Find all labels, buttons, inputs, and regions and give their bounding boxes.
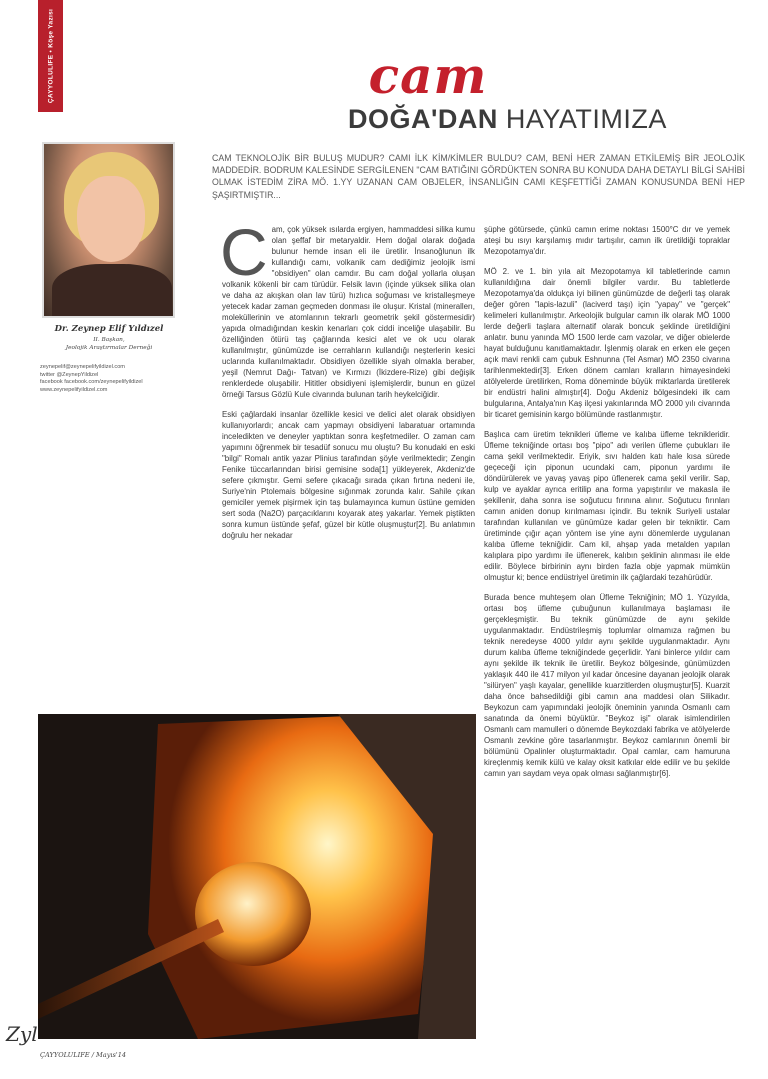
article-paragraph: MÖ 2. ve 1. bin yıla ait Mezopotamya kil tabletlerinde camın kullanıldığına dair önemli bilgiler vardır. Bu tabletlerde Mezopotamya'da oldukça iyi bilinen günümüzde de değerli taş olarak değer gören "lapis-lazuli" (laciverd taşı) için "yapay" ve "gerçek" kelimeleri kullanılmıştır. Arkeolojik bulgular camın ilk olarak MÖ 1000 lerde değerli taşlara alternatif olarak boncuk şeklinde üretildiğini anlatır. bunu yanında MÖ 1500 lerde cam vazolar, ve diğer obielerde hayat bulduğunu kanıtlamaktadır. İşlenmiş olarak en erken ele geçen açık mavi renkli cam çubuk Eshnunna (Tel Asmar) MÖ 2350 civarına tarihlenmektedir[3]. Erken dönem camları kralların himayesindeki atölyelerde üretilirken, Roma döneminde büyük miktarlarda üretilerek bir endüstri halini almıştır[4]. Doğu Akdeniz bölgesindeki ilk cam bulgularına, Antalya'nın Kaş ilçesi yakınlarında MÖ 2000 yılı civarında bir ticaret gemisinin kargo bölümünde rastlanmıştır. bbox=[484, 267, 730, 419]
contact-facebook[interactable]: facebook facebook.com/zeynepelifyildizel bbox=[40, 379, 143, 386]
glass-furnace-illustration bbox=[38, 714, 476, 1039]
contact-twitter[interactable]: twitter @ZeynepYildizel bbox=[40, 371, 99, 378]
contact-email[interactable]: zeynepelif@zeynepelifyildizel.com bbox=[40, 364, 125, 370]
page-title bbox=[348, 104, 667, 135]
title-bold: DOĞA'DAN bbox=[348, 104, 498, 134]
author-photo-shirt bbox=[52, 264, 172, 318]
molten-glass bbox=[195, 862, 311, 966]
article-column-left bbox=[220, 215, 475, 550]
author-photo-face bbox=[77, 176, 145, 262]
article-paragraph-text: am, çok yüksek ısılarda ergiyen, hammaddesi silika kumu olan şeffaf bir metaryaldir. Hem doğal olarak doğada bulunur hemde insan eli ile üretilir. İnsanoğlunun ilk kullandığı camı, volkanik cam dediğimiz jeolojik ismi "obsidiyen" olan camdır. Bu cam doğal yollarla oluşan volkanik kökenli bir cam türüdür. Felsik lavın (içinde yüksek silika olan ve daha az akışkan olan lav türü) hızlıca soğuması ve kristalleşmeye yetecek kadar zaman geçmeden donması ile oluşur. Kristal (minerallerı, moleküllerinin ve atomlarının tekrarlı geometrik şekil göstermesidir) yapıda olmadığından keskin kenarları çok ciddi inceliğe ulaşabilir. Bu özelliğinden ötürü taş çağlarında kesici alet ve ok ucu olarak kullanılmıştır, günümüzde ise cerrahların kullandığı neşterlerin kesici uclarında kullanılmaktadır. Obsidiyen özellikle siyah olmakla beraber, yeşil (Nemrut Dağı- Tatvan) ve Kırmızı (İkizdere-Rize) gibi değişik renklerdede oluşabilir. Hititler obsidiyeni işlemişlerdir, bunun en güzel örneği Tarsus Gözlü Kule civarında bulunan tarih heykelciğidir. bbox=[222, 225, 475, 399]
signature-mark: Zyl bbox=[6, 1022, 38, 1046]
author-role-org: Jeolojik Araştırmalar Derneği bbox=[65, 345, 153, 351]
author-photo bbox=[42, 142, 175, 318]
author-contacts bbox=[40, 364, 200, 394]
page-footer: ÇAYYOLULIFE / Mayıs'14 bbox=[40, 1051, 127, 1059]
title-rest: HAYATIMIZA bbox=[497, 104, 667, 134]
article-column-right bbox=[484, 224, 730, 788]
intro-text: CAM TEKNOLOJİK BİR BULUŞ MUDUR? CAMI İLK KİM/KİMLER BULDU? CAM, BENİ HER ZAMAN ETKİLEMİŞ BİR JEOLOJİK MADDEDİR. BODRUM KALESİNDE SERGİLENEN "CAM BATIĞINI GÖRDÜKTEN SONRA BU KONUDA DAHA DETAYLI BİLGİ SAHİBİ OLMAK İSTEDİM ZİRA MÖ. 1.YY UZANAN CAM OBJELER, İNSANLIĞIN CAMI KEŞFETTİĞİ ZAMAN KONUSUNDA BENİ HEP ŞAŞIRTMIŞTIR... bbox=[212, 153, 745, 200]
article-paragraph: Eski çağlardaki insanlar özellikle kesici ve delici alet olarak obsidiyen kullanıyorlardı; ancak cam yapmayı obsidiyeni labaratuar ortamında inceledikten ve deneyler yaptıktan sonra keşfetmediler. O zaman cam yapımını öğrenmek bir tesadüf sonucu mu oluştu? Bu konudaki en eski "bilgi" Romalı antik yazar Plinius tarafından şöyle verilmektedir; Zengin Fenike tüccarlarından birisi gemisine soda[1] yükleyerek, Akdeniz'de sefere çıkmıştır. Gemi sefere çıkacağı sırada çıkan fırtına nedeni ile, Suriye'nin Ptolemais bölgesine sığınmak zorunda kalır. Sahile çıkan gemiciler yemek pişirmek için taş bulamayınca kumun üstüne gemiden sert soda (Na2O) parçacıklarını koyarak ateş yakarlar. Yemek piştikten sonra kumun üstünde şefaf, güzel bir kütle oluşmuştur[2]. Bu anlatımın doğrulu her nekadar bbox=[222, 410, 475, 540]
title-cam: cam bbox=[368, 46, 488, 105]
article-paragraph: Başlıca cam üretim teknikleri üfleme ve kalıba üfleme teknikleridir. Üfleme tekniğinde ortası boş "pipo" adı verilen üfleme çubukları ile cama şekil verilmektedir. Eriyik, sıvı halden katı hale kısa sürede geçeceği için piponun ucundaki cam, piponun yardımı ile döndürülerek ve yavaş yavaş pipo üflenerek cama şekil verilir. Sap, kulp ve ayaklar ayrıca eritilip ana forma yapıştırılır ve makasla ile şekillenir, daha sonra ise soğutucu fırınına alınır. Soğutucu fırınları camın aniden donup kırılmaması içindir. Bu teknik Suriyeli ustalar tarafından kullanılan ve günümüze kadar gelen bir tekniktir. Cam üretiminde çığır açan yöntem ise yine aynı dönemlerde uygulanan kalıba üfleme tekniğidir. Cam kil, ahşap yada metalden yapılan kalıplara pipo yardımı ile üflenerek, kalıbın şeklinin alınması ile elde edilir. Böylece birbirinin aynı birden fazla obje yapmak mümkün olmuştur ki; bence endüstriyel üretimin ilk çağlardaki tezahürüdür. bbox=[484, 430, 730, 582]
section-tab-label: ÇAYYOLULIFE • Köşe Yazısı bbox=[47, 8, 54, 104]
author-name: Dr. Zeynep Elif Yıldızel bbox=[54, 324, 164, 334]
author-role-title: II. Başkan, bbox=[93, 337, 125, 343]
article-paragraph: şüphe götürsede, çünkü camın erime noktası 1500°C dır ve yemek ateşi bu ısıyı karşılamış mıdır tartışılır, camın ilk üretildiği topraklar Mezopotamya'dır. bbox=[484, 225, 730, 256]
author-role bbox=[40, 336, 178, 352]
contact-website[interactable]: www.zeynepelifyildizel.com bbox=[40, 386, 108, 393]
article-paragraph: Burada bence muhteşem olan Üfleme Tekniğinin; MÖ 1. Yüzyılda, ortası boş üfleme çubuğunun kullanılmaya başlaması ile gerçekleşmiştir. Bu teknik günümüzde de aynı şekilde uygulanmaktadır. Endüstrileşmiş toplumlar olmamıza rağmen bu teknik neredeyse 4000 yıldır aynı şekilde uygulanmaktadır. Aynı durum kalıba üfleme tekniğindede geçerlidir. Yani binlerce yıldır cam aynı şekilde ilk teknik ile üretilir. Beykoz bölgesinde, günümüzden yaklaşık 440 ile 417 milyon yıl kadar öncesine dayanan jeolojik olarak "silüryen" yaşlı kayalar, genellikle kuarzitlerden oluşmuştur[5]. Kuarzit daha önce bahsedildiği gibi camın ana maddesi olan Silikadır. Beykozun cam yapımındaki jeolojik öneminin yanında Osmanlı cam sanatında da önemi büyüktür. "Beykoz işi" olarak isimlendirilen Osmanlı cam mamulleri o dönemde Beykozdaki fabrika ve atölyelerde Osmanlı zevkine göre tasarlanmıştır. Beykoz camlarının önemli bir bölümünü Opalinler oluşturmaktadır. Opal camlar, cam hamuruna kireçlenmiş kemik külü ve kalay oksit katkılar elde edilir ve bu şekilde camın yarı saydam veya opak olması sağlanmıştır[6]. bbox=[484, 593, 730, 778]
glass-furnace-photo bbox=[38, 714, 476, 1039]
section-tab bbox=[38, 0, 63, 112]
article-paragraph bbox=[220, 215, 475, 400]
drop-cap: C bbox=[220, 215, 268, 289]
